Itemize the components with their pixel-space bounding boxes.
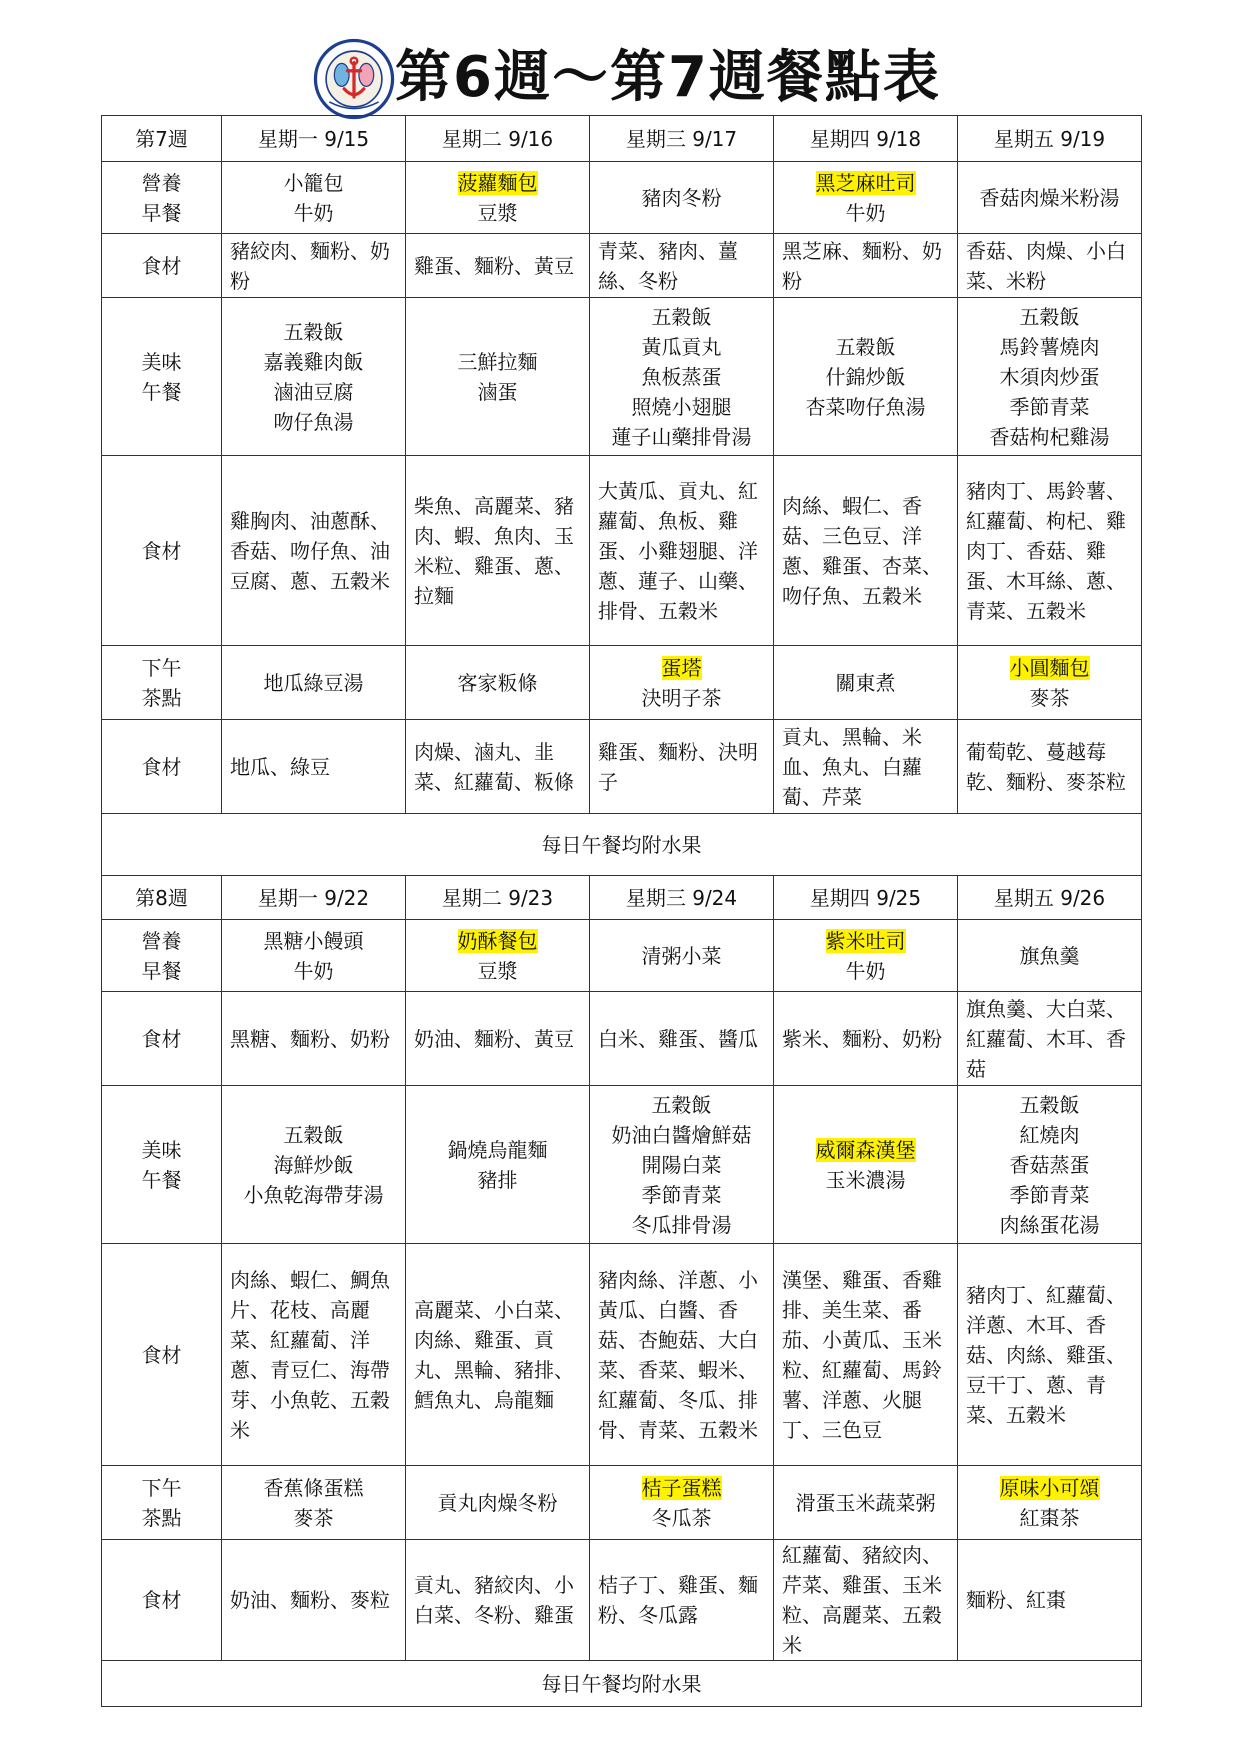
day-header: 星期四 9/25	[774, 876, 958, 920]
label-line: 美味	[141, 349, 182, 374]
ingredient-text: 雞蛋、麵粉、決明子	[598, 739, 758, 794]
menu-item: 鍋燒烏龍麵	[447, 1137, 548, 1162]
ingredients-label	[102, 1540, 222, 1661]
week-label: 第8週	[102, 876, 222, 920]
ingredient-text: 奶油、麵粉、黃豆	[414, 1026, 574, 1051]
day-header: 星期二 9/23	[406, 876, 590, 920]
ingredient-text: 豬肉絲、洋蔥、小黃瓜、白醬、香菇、杏鮑菇、大白菜、香菜、蝦米、紅蘿蔔、冬瓜、排骨、青菜、五穀米	[598, 1267, 758, 1442]
menu-item: 小圓麵包	[1009, 655, 1090, 680]
ingredient-cell	[222, 234, 406, 298]
ingredient-text: 奶油、麵粉、麥粒	[230, 1588, 390, 1612]
menu-item: 魚板蒸蛋	[641, 364, 722, 389]
day-header: 星期五 9/19	[958, 116, 1142, 162]
ingredient-cell	[406, 720, 590, 814]
menu-item: 豬排	[477, 1167, 518, 1192]
menu-item: 蓮子山藥排骨湯	[611, 424, 752, 449]
ingredient-text: 肉燥、滷丸、韭菜、紅蘿蔔、粄條	[414, 739, 574, 794]
ingredient-cell	[590, 1244, 774, 1466]
fruit-note-row	[102, 814, 1142, 876]
ingredients-label	[102, 456, 222, 646]
fruit-note: 每日午餐均附水果	[102, 814, 1142, 876]
page-header	[0, 28, 1241, 118]
day-header: 星期五 9/26	[958, 876, 1142, 920]
menu-item: 牛奶	[293, 200, 334, 225]
menu-item: 照燒小翅腿	[631, 394, 732, 419]
menu-item: 蛋塔	[661, 655, 702, 680]
menu-item: 小魚乾海帶芽湯	[243, 1182, 384, 1207]
menu-item: 三鮮拉麵	[457, 349, 538, 374]
ingredients-label	[102, 720, 222, 814]
lunch_ing-row	[102, 1244, 1142, 1466]
ingredient-cell	[406, 1244, 590, 1466]
menu-item: 小籠包	[283, 170, 344, 195]
menu-cell	[222, 920, 406, 992]
menu-cell	[406, 1466, 590, 1540]
ingredient-text: 雞胸肉、油蔥酥、香菇、吻仔魚、油豆腐、蔥、五穀米	[230, 508, 390, 593]
menu-item: 香菇蒸蛋	[1009, 1152, 1090, 1177]
ingredient-text: 肉絲、蝦仁、鯛魚片、花枝、高麗菜、紅蘿蔔、洋蔥、青豆仁、海帶芽、小魚乾、五穀米	[230, 1267, 390, 1442]
menu-item: 滑蛋玉米蔬菜粥	[795, 1490, 936, 1515]
ingredient-text: 旗魚羹、大白菜、紅蘿蔔、木耳、香菇	[966, 996, 1126, 1081]
menu-cell	[590, 1086, 774, 1244]
ingredient-cell	[406, 456, 590, 646]
ingredient-text: 紫米、麵粉、奶粉	[782, 1026, 942, 1051]
ingredient-text: 黑芝麻、麵粉、奶粉	[782, 238, 942, 293]
ingredient-cell	[774, 456, 958, 646]
menu-item: 原味小可頌	[999, 1475, 1100, 1500]
week-header-row	[102, 876, 1142, 920]
menu-item: 貢丸肉燥冬粉	[437, 1490, 558, 1515]
lunch-row	[102, 1086, 1142, 1244]
ingredient-cell	[222, 992, 406, 1086]
ingredient-text: 香菇、肉燥、小白菜、米粉	[966, 238, 1126, 293]
menu-cell	[406, 298, 590, 456]
menu-item: 麥茶	[1029, 685, 1070, 710]
menu-cell	[774, 1466, 958, 1540]
ingredient-text: 青菜、豬肉、薑絲、冬粉	[598, 238, 738, 293]
ingredients-label	[102, 234, 222, 298]
ingredient-cell	[222, 1244, 406, 1466]
ingredient-cell	[590, 456, 774, 646]
breakfast_ing-row	[102, 992, 1142, 1086]
breakfast-row	[102, 162, 1142, 234]
menu-cell	[406, 646, 590, 720]
menu-item: 關東煮	[835, 670, 896, 695]
label-line: 營養	[141, 170, 182, 195]
label-line: 早餐	[141, 200, 182, 225]
page-title: 第6週～第7週餐點表	[395, 45, 941, 110]
label-line: 下午	[141, 655, 182, 680]
menu-item: 豆漿	[477, 958, 518, 983]
ingredient-cell	[590, 1540, 774, 1661]
ingredient-cell	[774, 1244, 958, 1466]
menu-item: 海鮮炒飯	[273, 1152, 354, 1177]
menu-item: 豆漿	[477, 200, 518, 225]
day-header: 星期三 9/24	[590, 876, 774, 920]
ingredient-cell	[774, 234, 958, 298]
label-line: 營養	[141, 928, 182, 953]
menu-item: 五穀飯	[283, 1122, 344, 1147]
ingredient-text: 桔子丁、雞蛋、麵粉、冬瓜露	[598, 1573, 758, 1627]
menu-item: 紅棗茶	[1019, 1505, 1080, 1530]
ingredient-cell	[958, 720, 1142, 814]
menu-table-week-8	[101, 875, 1142, 1707]
snack_ing-row	[102, 1540, 1142, 1661]
ingredient-cell	[958, 234, 1142, 298]
ingredient-text: 豬絞肉、麵粉、奶粉	[230, 238, 390, 293]
ingredient-cell	[590, 720, 774, 814]
menu-item: 五穀飯	[651, 1092, 712, 1117]
menu-item: 五穀飯	[283, 319, 344, 344]
menu-item: 滷蛋	[477, 379, 518, 404]
ingredient-text: 白米、雞蛋、醬瓜	[598, 1026, 758, 1051]
label-line: 午餐	[141, 379, 182, 404]
day-header: 星期四 9/18	[774, 116, 958, 162]
ingredient-text: 豬肉丁、馬鈴薯、紅蘿蔔、枸杞、雞肉丁、香菇、雞蛋、木耳絲、蔥、青菜、五穀米	[966, 478, 1126, 623]
day-header: 星期二 9/16	[406, 116, 590, 162]
ingredient-cell	[958, 456, 1142, 646]
menu-item: 黃瓜貢丸	[641, 334, 722, 359]
lunch-label	[102, 298, 222, 456]
menu-cell	[774, 162, 958, 234]
ingredient-text: 雞蛋、麵粉、黃豆	[414, 253, 574, 278]
menu-item: 牛奶	[845, 200, 886, 225]
menu-item: 客家粄條	[457, 670, 538, 695]
week-header-row	[102, 116, 1142, 162]
menu-item: 香菇枸杞雞湯	[989, 424, 1110, 449]
menu-cell	[590, 920, 774, 992]
menu-cell	[222, 646, 406, 720]
week-label: 第7週	[102, 116, 222, 162]
label-line: 食材	[141, 1026, 182, 1051]
menu-item: 地瓜綠豆湯	[263, 670, 364, 695]
menu-item: 季節青菜	[1009, 394, 1090, 419]
menu-item: 木須肉炒蛋	[999, 364, 1100, 389]
snack-label	[102, 646, 222, 720]
label-line: 食材	[141, 1342, 182, 1367]
fruit-note-row	[102, 1661, 1142, 1707]
menu-item: 紫米吐司	[825, 928, 906, 953]
menu-cell	[222, 162, 406, 234]
label-line: 下午	[141, 1475, 182, 1500]
menu-item: 決明子茶	[641, 685, 722, 710]
menu-cell	[958, 920, 1142, 992]
menu-cell	[774, 920, 958, 992]
label-line: 茶點	[141, 1505, 182, 1530]
menu-cell	[958, 1086, 1142, 1244]
lunch_ing-row	[102, 456, 1142, 646]
ingredient-cell	[406, 992, 590, 1086]
ingredient-text: 葡萄乾、蔓越莓乾、麵粉、麥茶粒	[966, 739, 1126, 794]
menu-cell	[958, 162, 1142, 234]
menu-item: 季節青菜	[641, 1182, 722, 1207]
menu-item: 豬肉冬粉	[641, 185, 722, 210]
menu-item: 麥茶	[293, 1505, 334, 1530]
menu-item: 冬瓜排骨湯	[631, 1212, 732, 1237]
menu-table-week-7	[101, 115, 1142, 876]
menu-cell	[774, 646, 958, 720]
menu-item: 牛奶	[845, 958, 886, 983]
ingredient-text: 漢堡、雞蛋、香雞排、美生菜、番茄、小黃瓜、玉米粒、紅蘿蔔、馬鈴薯、洋蔥、火腿丁、三色豆	[782, 1267, 942, 1442]
ingredient-text: 肉絲、蝦仁、香菇、三色豆、洋蔥、雞蛋、杏菜、吻仔魚、五穀米	[782, 493, 942, 608]
label-line: 早餐	[141, 958, 182, 983]
label-line: 午餐	[141, 1167, 182, 1192]
menu-cell	[958, 1466, 1142, 1540]
menu-item: 杏菜吻仔魚湯	[805, 394, 926, 419]
ingredient-text: 貢丸、黑輪、米血、魚丸、白蘿蔔、芹菜	[782, 724, 922, 809]
menu-item: 玉米濃湯	[825, 1167, 906, 1192]
menu-cell	[222, 298, 406, 456]
breakfast_ing-row	[102, 234, 1142, 298]
menu-cell	[774, 1086, 958, 1244]
menu-item: 紅燒肉	[1019, 1122, 1080, 1147]
ingredient-cell	[406, 1540, 590, 1661]
menu-item: 五穀飯	[835, 334, 896, 359]
ingredients-label	[102, 992, 222, 1086]
menu-item: 五穀飯	[1019, 304, 1080, 329]
ingredient-text: 柴魚、高麗菜、豬肉、蝦、魚肉、玉米粒、雞蛋、蔥、拉麵	[414, 493, 574, 608]
menu-cell	[958, 298, 1142, 456]
ingredient-text: 黑糖、麵粉、奶粉	[230, 1026, 390, 1051]
ingredient-cell	[590, 234, 774, 298]
label-line: 食材	[141, 1588, 182, 1612]
ingredient-cell	[222, 1540, 406, 1661]
menu-item: 肉絲蛋花湯	[999, 1212, 1100, 1237]
menu-item: 桔子蛋糕	[641, 1475, 722, 1500]
label-line: 茶點	[141, 685, 182, 710]
menu-cell	[958, 646, 1142, 720]
fruit-note: 每日午餐均附水果	[102, 1661, 1142, 1707]
menu-item: 五穀飯	[1019, 1092, 1080, 1117]
ingredient-text: 豬肉丁、紅蘿蔔、洋蔥、木耳、香菇、肉絲、雞蛋、豆干丁、蔥、青菜、五穀米	[966, 1282, 1126, 1427]
menu-item: 旗魚羹	[1019, 943, 1080, 968]
menu-item: 什錦炒飯	[825, 364, 906, 389]
menu-cell	[590, 646, 774, 720]
menu-item: 開陽白菜	[641, 1152, 722, 1177]
ingredient-cell	[222, 720, 406, 814]
label-line: 食材	[141, 253, 182, 278]
ingredient-cell	[958, 1540, 1142, 1661]
snack-row	[102, 646, 1142, 720]
ingredient-text: 大黃瓜、貢丸、紅蘿蔔、魚板、雞蛋、小雞翅腿、洋蔥、蓮子、山藥、排骨、五穀米	[598, 478, 758, 623]
snack-label	[102, 1466, 222, 1540]
snack-row	[102, 1466, 1142, 1540]
menu-cell	[590, 298, 774, 456]
day-header: 星期三 9/17	[590, 116, 774, 162]
ingredient-text: 麵粉、紅棗	[966, 1588, 1066, 1612]
ingredients-label	[102, 1244, 222, 1466]
ingredient-cell	[958, 1244, 1142, 1466]
menu-item: 香菇肉燥米粉湯	[979, 185, 1120, 210]
label-line: 食材	[141, 754, 182, 779]
ingredient-cell	[958, 992, 1142, 1086]
menu-item: 馬鈴薯燒肉	[999, 334, 1100, 359]
menu-cell	[590, 1466, 774, 1540]
breakfast-label	[102, 162, 222, 234]
ingredient-text: 貢丸、豬絞肉、小白菜、冬粉、雞蛋	[414, 1573, 574, 1627]
breakfast-label	[102, 920, 222, 992]
menu-item: 菠蘿麵包	[457, 170, 538, 195]
menu-cell	[406, 1086, 590, 1244]
anchor-emblem-icon	[313, 38, 395, 120]
menu-item: 滷油豆腐	[273, 379, 354, 404]
menu-item: 清粥小菜	[641, 943, 722, 968]
ingredient-cell	[222, 456, 406, 646]
menu-item: 冬瓜茶	[651, 1505, 712, 1530]
menu-item: 香蕉條蛋糕	[263, 1475, 364, 1500]
menu-item: 奶酥餐包	[457, 928, 538, 953]
menu-item: 黑芝麻吐司	[815, 170, 916, 195]
breakfast-row	[102, 920, 1142, 992]
lunch-label	[102, 1086, 222, 1244]
ingredient-text: 高麗菜、小白菜、肉絲、雞蛋、貢丸、黑輪、豬排、鱈魚丸、烏龍麵	[414, 1297, 574, 1412]
ingredient-cell	[774, 720, 958, 814]
menu-cell	[406, 920, 590, 992]
menu-cell	[774, 298, 958, 456]
menu-cell	[590, 162, 774, 234]
ingredient-cell	[590, 992, 774, 1086]
menu-cell	[222, 1466, 406, 1540]
ingredient-cell	[406, 234, 590, 298]
label-line: 美味	[141, 1137, 182, 1162]
menu-item: 黑糖小饅頭	[263, 928, 364, 953]
menu-cell	[406, 162, 590, 234]
lunch-row	[102, 298, 1142, 456]
menu-item: 五穀飯	[651, 304, 712, 329]
ingredient-text: 紅蘿蔔、豬絞肉、芹菜、雞蛋、玉米粒、高麗菜、五穀米	[782, 1543, 942, 1657]
snack_ing-row	[102, 720, 1142, 814]
menu-item: 吻仔魚湯	[273, 409, 354, 434]
ingredient-cell	[774, 992, 958, 1086]
menu-item: 嘉義雞肉飯	[263, 349, 364, 374]
menu-cell	[222, 1086, 406, 1244]
menu-item: 牛奶	[293, 958, 334, 983]
label-line: 食材	[141, 538, 182, 563]
menu-item: 季節青菜	[1009, 1182, 1090, 1207]
menu-item: 奶油白醬燴鮮菇	[611, 1122, 752, 1147]
menu-item: 威爾森漢堡	[815, 1137, 916, 1162]
day-header: 星期一 9/22	[222, 876, 406, 920]
ingredient-text: 地瓜、綠豆	[230, 754, 330, 779]
ingredient-cell	[774, 1540, 958, 1661]
day-header: 星期一 9/15	[222, 116, 406, 162]
